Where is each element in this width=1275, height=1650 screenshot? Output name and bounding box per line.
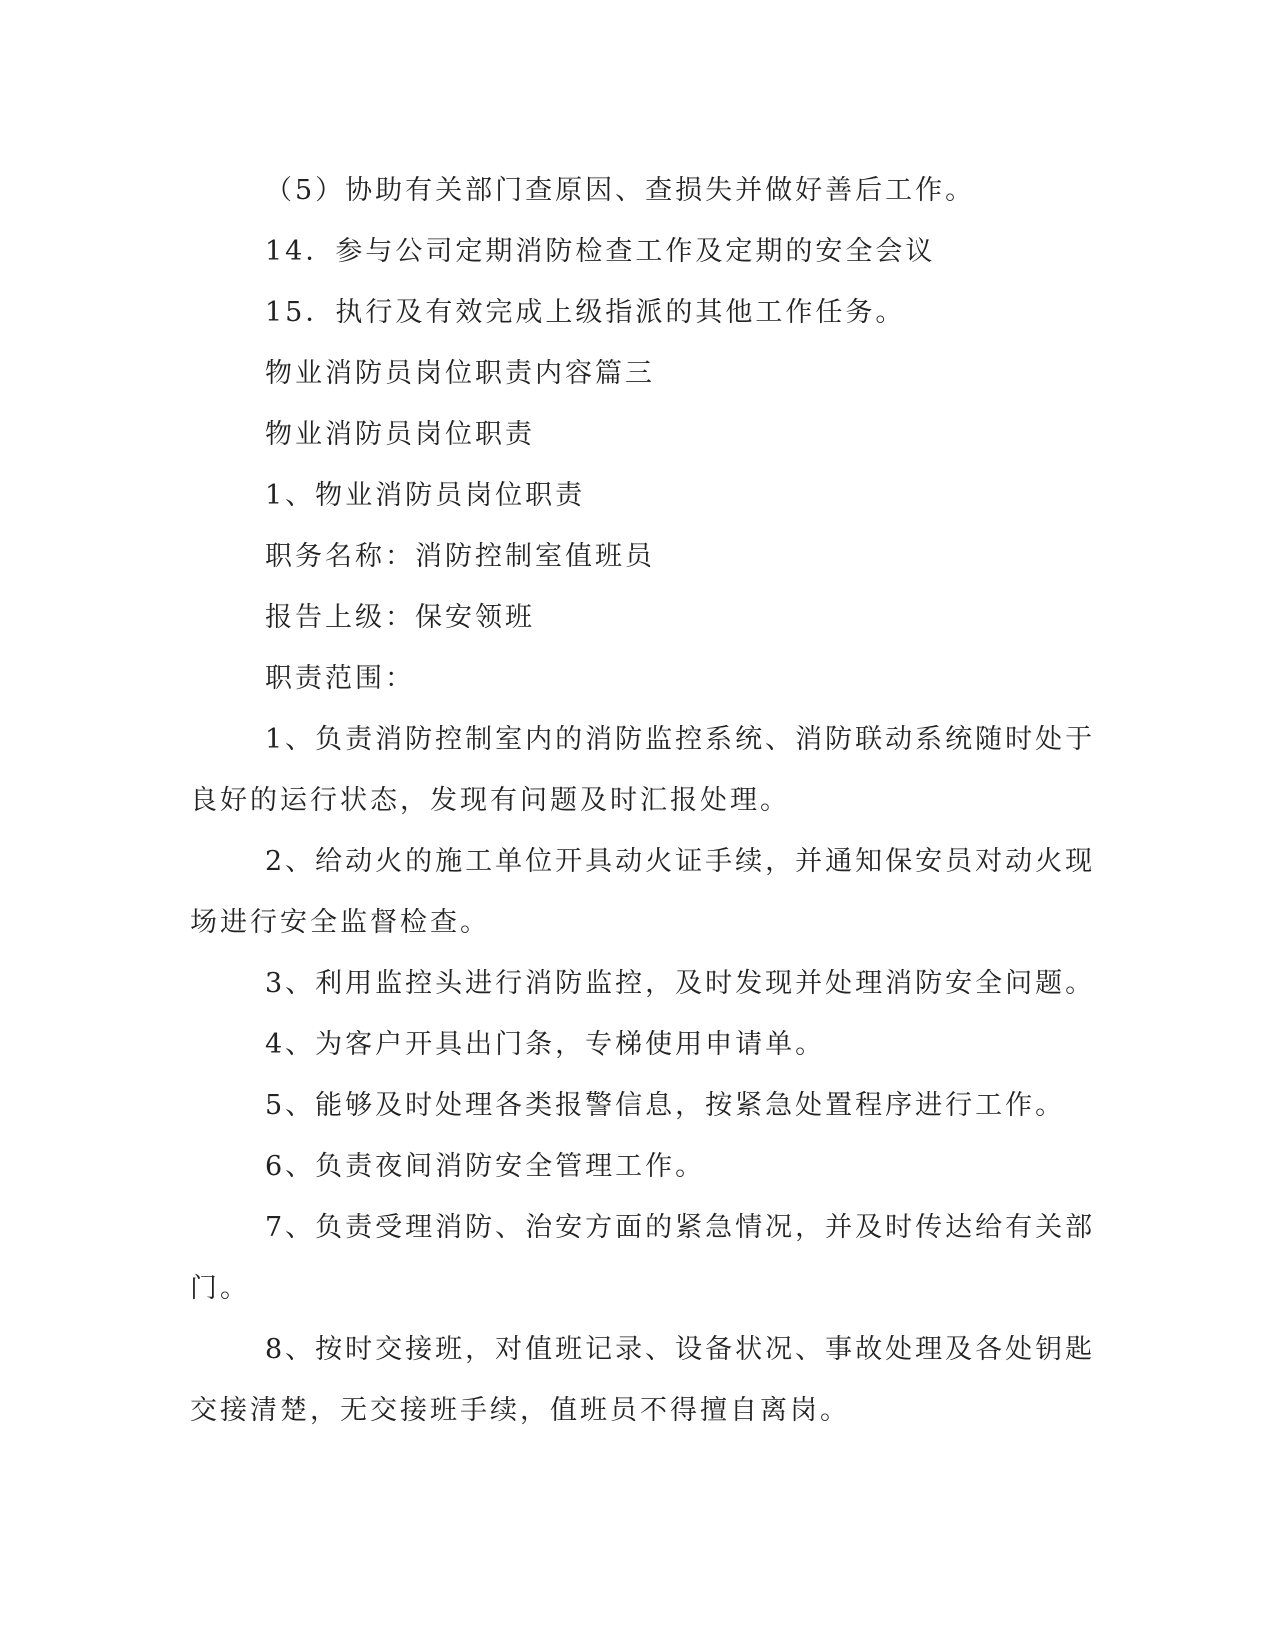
duty-2-line-1: 2、给动火的施工单位开具动火证手续，并通知保安员对动火现 xyxy=(265,846,1096,877)
duty-1-line-1: 1、负责消防控制室内的消防监控系统、消防联动系统随时处于 xyxy=(265,724,1096,755)
section-heading: 物业消防员岗位职责内容篇三 xyxy=(265,358,655,389)
duty-1-line-2: 良好的运行状态，发现有问题及时汇报处理。 xyxy=(190,785,790,816)
duty-3: 3、利用监控头进行消防监控，及时发现并处理消防安全问题。 xyxy=(265,968,1096,999)
document-body xyxy=(190,160,1096,1441)
list-item-5-sub: （5）协助有关部门查原因、查损失并做好善后工作。 xyxy=(265,175,976,206)
job-title-field: 职务名称：消防控制室值班员 xyxy=(265,541,655,572)
duty-2-line-2: 场进行安全监督检查。 xyxy=(190,907,490,938)
duty-8-line-2: 交接清楚，无交接班手续，值班员不得擅自离岗。 xyxy=(190,1395,850,1426)
subsection-title: 1、物业消防员岗位职责 xyxy=(265,480,586,511)
list-item-14: 14．参与公司定期消防检查工作及定期的安全会议 xyxy=(265,236,936,267)
duty-7-line-1: 7、负责受理消防、治安方面的紧急情况，并及时传达给有关部 xyxy=(265,1212,1096,1243)
duty-8-line-1: 8、按时交接班，对值班记录、设备状况、事故处理及各处钥匙 xyxy=(265,1334,1096,1365)
duty-6: 6、负责夜间消防安全管理工作。 xyxy=(265,1151,706,1182)
section-subheading: 物业消防员岗位职责 xyxy=(265,419,535,450)
duty-7-line-2: 门。 xyxy=(190,1273,250,1304)
reports-to-field: 报告上级：保安领班 xyxy=(265,602,535,633)
duty-5: 5、能够及时处理各类报警信息，按紧急处置程序进行工作。 xyxy=(265,1090,1066,1121)
responsibility-scope-label: 职责范围： xyxy=(265,663,415,694)
list-item-15: 15．执行及有效完成上级指派的其他工作任务。 xyxy=(265,297,906,328)
duty-4: 4、为客户开具出门条，专梯使用申请单。 xyxy=(265,1029,826,1060)
